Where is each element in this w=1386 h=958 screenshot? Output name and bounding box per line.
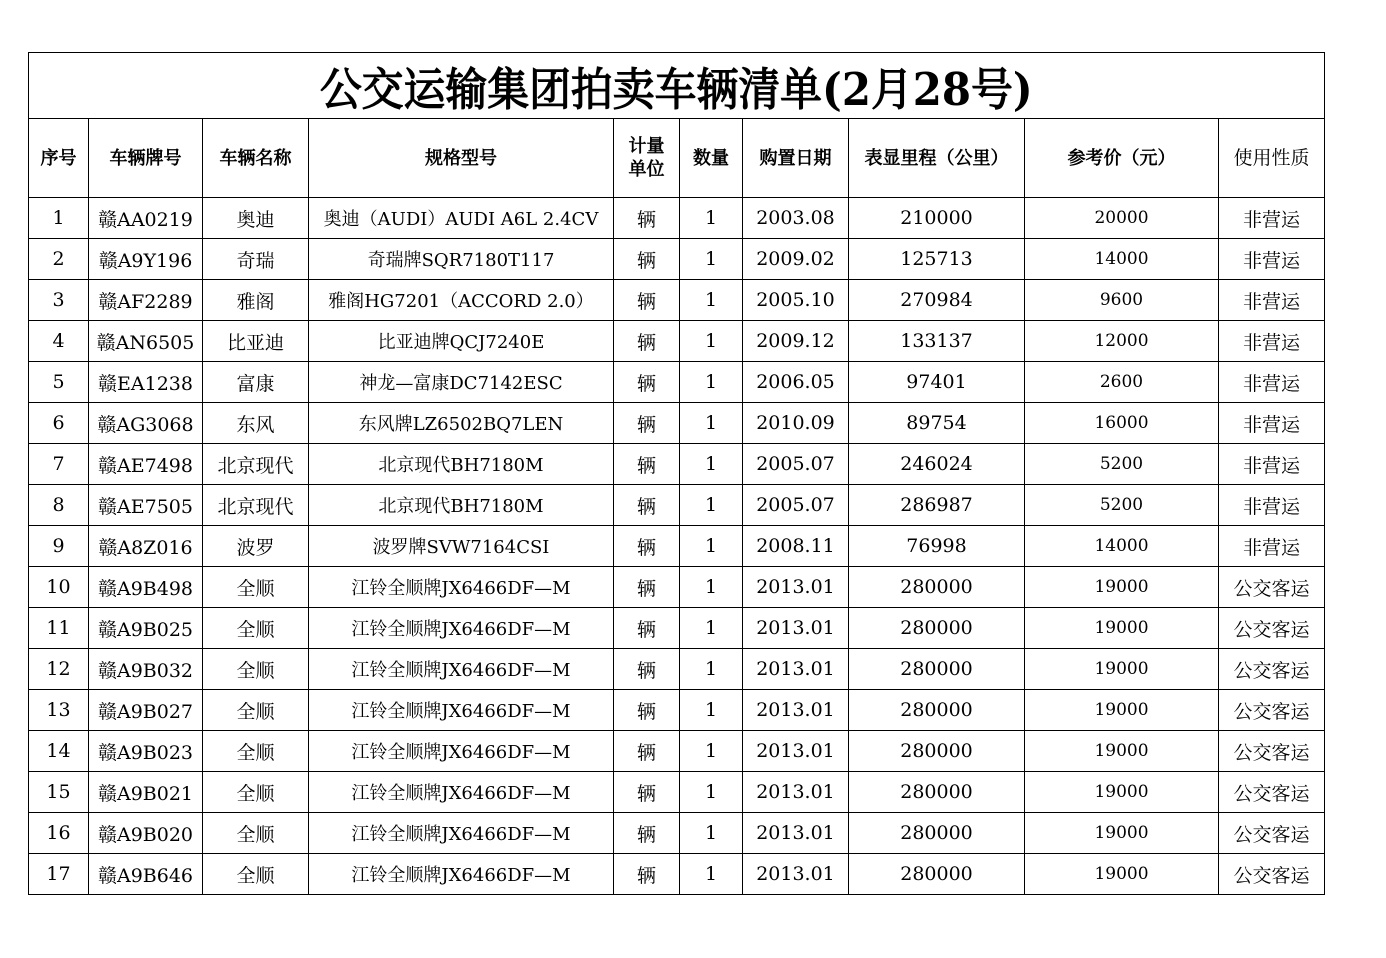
cell-plate: 赣AE7498 — [89, 444, 203, 485]
cell-plate: 赣A9B023 — [89, 731, 203, 772]
table-row — [29, 772, 1325, 813]
cell-purchase-date: 2003.08 — [743, 198, 849, 239]
cell-index: 8 — [29, 485, 89, 526]
cell-purchase-date: 2010.09 — [743, 403, 849, 444]
cell-unit: 辆 — [614, 239, 680, 280]
cell-plate: 赣A9B498 — [89, 567, 203, 608]
table-row — [29, 485, 1325, 526]
cell-reference-price: 19000 — [1025, 608, 1219, 649]
table-row — [29, 321, 1325, 362]
cell-vehicle-name: 全顺 — [203, 854, 309, 895]
document-title-cell — [29, 53, 1325, 119]
cell-index: 2 — [29, 239, 89, 280]
cell-vehicle-name: 全顺 — [203, 649, 309, 690]
cell-index: 7 — [29, 444, 89, 485]
cell-qty: 1 — [680, 854, 743, 895]
cell-vehicle-name: 全顺 — [203, 813, 309, 854]
cell-plate: 赣A9B020 — [89, 813, 203, 854]
cell-reference-price: 9600 — [1025, 280, 1219, 321]
header-index: 序号 — [29, 119, 89, 198]
cell-unit: 辆 — [614, 485, 680, 526]
table-body — [29, 198, 1325, 895]
table-row — [29, 731, 1325, 772]
cell-plate: 赣AA0219 — [89, 198, 203, 239]
cell-mileage: 270984 — [849, 280, 1025, 321]
header-usage: 使用性质 — [1219, 119, 1325, 198]
cell-qty: 1 — [680, 690, 743, 731]
header-unit-line1: 计量 — [628, 136, 665, 157]
cell-spec: 神龙—富康DC7142ESC — [309, 362, 614, 403]
cell-qty: 1 — [680, 198, 743, 239]
cell-index: 12 — [29, 649, 89, 690]
table-row — [29, 526, 1325, 567]
header-row — [29, 119, 1325, 198]
cell-reference-price: 2600 — [1025, 362, 1219, 403]
cell-spec: 奥迪（AUDI）AUDI A6L 2.4CV — [309, 198, 614, 239]
cell-spec: 江铃全顺牌JX6466DF—M — [309, 690, 614, 731]
cell-vehicle-name: 雅阁 — [203, 280, 309, 321]
cell-reference-price: 19000 — [1025, 813, 1219, 854]
cell-vehicle-name: 全顺 — [203, 567, 309, 608]
cell-purchase-date: 2005.07 — [743, 444, 849, 485]
header-qty: 数量 — [680, 119, 743, 198]
cell-unit: 辆 — [614, 526, 680, 567]
cell-index: 3 — [29, 280, 89, 321]
header-spec: 规格型号 — [309, 119, 614, 198]
cell-vehicle-name: 奥迪 — [203, 198, 309, 239]
cell-spec: 北京现代BH7180M — [309, 485, 614, 526]
cell-usage: 公交客运 — [1219, 813, 1325, 854]
cell-qty: 1 — [680, 321, 743, 362]
cell-spec: 东风牌LZ6502BQ7LEN — [309, 403, 614, 444]
cell-reference-price: 14000 — [1025, 239, 1219, 280]
cell-qty: 1 — [680, 280, 743, 321]
cell-unit: 辆 — [614, 854, 680, 895]
cell-plate: 赣EA1238 — [89, 362, 203, 403]
cell-index: 6 — [29, 403, 89, 444]
cell-spec: 比亚迪牌QCJ7240E — [309, 321, 614, 362]
cell-usage: 公交客运 — [1219, 854, 1325, 895]
cell-unit: 辆 — [614, 280, 680, 321]
table-row — [29, 239, 1325, 280]
table-row — [29, 608, 1325, 649]
table-row — [29, 362, 1325, 403]
cell-plate: 赣AF2289 — [89, 280, 203, 321]
cell-index: 5 — [29, 362, 89, 403]
table-row — [29, 854, 1325, 895]
cell-mileage: 280000 — [849, 608, 1025, 649]
cell-mileage: 133137 — [849, 321, 1025, 362]
cell-plate: 赣AE7505 — [89, 485, 203, 526]
cell-reference-price: 19000 — [1025, 772, 1219, 813]
cell-unit: 辆 — [614, 444, 680, 485]
cell-qty: 1 — [680, 239, 743, 280]
cell-purchase-date: 2006.05 — [743, 362, 849, 403]
header-name: 车辆名称 — [203, 119, 309, 198]
cell-qty: 1 — [680, 485, 743, 526]
cell-index: 15 — [29, 772, 89, 813]
cell-qty: 1 — [680, 567, 743, 608]
cell-qty: 1 — [680, 608, 743, 649]
cell-usage: 非营运 — [1219, 485, 1325, 526]
cell-purchase-date: 2008.11 — [743, 526, 849, 567]
cell-purchase-date: 2013.01 — [743, 690, 849, 731]
cell-plate: 赣A9B027 — [89, 690, 203, 731]
cell-reference-price: 19000 — [1025, 567, 1219, 608]
cell-qty: 1 — [680, 731, 743, 772]
cell-qty: 1 — [680, 526, 743, 567]
cell-reference-price: 19000 — [1025, 690, 1219, 731]
cell-usage: 公交客运 — [1219, 567, 1325, 608]
cell-purchase-date: 2013.01 — [743, 772, 849, 813]
cell-unit: 辆 — [614, 690, 680, 731]
cell-mileage: 280000 — [849, 690, 1025, 731]
table-row — [29, 567, 1325, 608]
cell-mileage: 286987 — [849, 485, 1025, 526]
cell-reference-price: 19000 — [1025, 649, 1219, 690]
cell-spec: 江铃全顺牌JX6466DF—M — [309, 731, 614, 772]
table-row — [29, 690, 1325, 731]
cell-mileage: 97401 — [849, 362, 1025, 403]
cell-index: 14 — [29, 731, 89, 772]
cell-unit: 辆 — [614, 321, 680, 362]
cell-vehicle-name: 波罗 — [203, 526, 309, 567]
cell-unit: 辆 — [614, 198, 680, 239]
cell-index: 11 — [29, 608, 89, 649]
cell-index: 17 — [29, 854, 89, 895]
header-unit-line2: 单位 — [628, 159, 665, 180]
cell-index: 13 — [29, 690, 89, 731]
cell-vehicle-name: 全顺 — [203, 772, 309, 813]
cell-usage: 公交客运 — [1219, 649, 1325, 690]
cell-spec: 江铃全顺牌JX6466DF—M — [309, 649, 614, 690]
cell-spec: 波罗牌SVW7164CSI — [309, 526, 614, 567]
cell-usage: 公交客运 — [1219, 608, 1325, 649]
vehicle-auction-table — [28, 52, 1325, 895]
cell-vehicle-name: 北京现代 — [203, 485, 309, 526]
table-row — [29, 649, 1325, 690]
cell-vehicle-name: 北京现代 — [203, 444, 309, 485]
table-row — [29, 444, 1325, 485]
cell-spec: 江铃全顺牌JX6466DF—M — [309, 772, 614, 813]
cell-vehicle-name: 比亚迪 — [203, 321, 309, 362]
cell-spec: 江铃全顺牌JX6466DF—M — [309, 854, 614, 895]
cell-plate: 赣A9B646 — [89, 854, 203, 895]
cell-qty: 1 — [680, 362, 743, 403]
cell-spec: 北京现代BH7180M — [309, 444, 614, 485]
cell-mileage: 280000 — [849, 772, 1025, 813]
table-row — [29, 280, 1325, 321]
cell-usage: 非营运 — [1219, 198, 1325, 239]
header-mileage: 表显里程（公里） — [849, 119, 1025, 198]
cell-plate: 赣A9B021 — [89, 772, 203, 813]
cell-purchase-date: 2013.01 — [743, 854, 849, 895]
header-plate: 车辆牌号 — [89, 119, 203, 198]
title-row — [29, 53, 1325, 119]
cell-usage: 公交客运 — [1219, 690, 1325, 731]
cell-purchase-date: 2009.12 — [743, 321, 849, 362]
cell-qty: 1 — [680, 813, 743, 854]
cell-mileage: 280000 — [849, 813, 1025, 854]
cell-mileage: 280000 — [849, 854, 1025, 895]
cell-mileage: 125713 — [849, 239, 1025, 280]
cell-unit: 辆 — [614, 608, 680, 649]
cell-reference-price: 14000 — [1025, 526, 1219, 567]
cell-vehicle-name: 全顺 — [203, 690, 309, 731]
cell-plate: 赣A9Y196 — [89, 239, 203, 280]
cell-mileage: 280000 — [849, 649, 1025, 690]
cell-purchase-date: 2009.02 — [743, 239, 849, 280]
cell-reference-price: 16000 — [1025, 403, 1219, 444]
cell-mileage: 89754 — [849, 403, 1025, 444]
cell-purchase-date: 2005.10 — [743, 280, 849, 321]
cell-unit: 辆 — [614, 567, 680, 608]
cell-spec: 奇瑞牌SQR7180T117 — [309, 239, 614, 280]
cell-unit: 辆 — [614, 813, 680, 854]
cell-purchase-date: 2013.01 — [743, 731, 849, 772]
cell-purchase-date: 2013.01 — [743, 567, 849, 608]
cell-usage: 非营运 — [1219, 280, 1325, 321]
cell-index: 1 — [29, 198, 89, 239]
cell-usage: 公交客运 — [1219, 731, 1325, 772]
cell-unit: 辆 — [614, 403, 680, 444]
cell-vehicle-name: 东风 — [203, 403, 309, 444]
cell-reference-price: 12000 — [1025, 321, 1219, 362]
header-price: 参考价（元） — [1025, 119, 1219, 198]
cell-unit: 辆 — [614, 731, 680, 772]
cell-purchase-date: 2013.01 — [743, 649, 849, 690]
cell-mileage: 246024 — [849, 444, 1025, 485]
cell-purchase-date: 2005.07 — [743, 485, 849, 526]
cell-vehicle-name: 全顺 — [203, 731, 309, 772]
cell-plate: 赣AN6505 — [89, 321, 203, 362]
cell-index: 4 — [29, 321, 89, 362]
cell-unit: 辆 — [614, 362, 680, 403]
cell-spec: 江铃全顺牌JX6466DF—M — [309, 567, 614, 608]
cell-qty: 1 — [680, 403, 743, 444]
cell-plate: 赣A9B032 — [89, 649, 203, 690]
cell-vehicle-name: 富康 — [203, 362, 309, 403]
cell-vehicle-name: 奇瑞 — [203, 239, 309, 280]
header-unit — [614, 119, 680, 198]
cell-index: 16 — [29, 813, 89, 854]
cell-usage: 非营运 — [1219, 239, 1325, 280]
cell-usage: 非营运 — [1219, 362, 1325, 403]
cell-usage: 非营运 — [1219, 526, 1325, 567]
cell-index: 9 — [29, 526, 89, 567]
table-row — [29, 403, 1325, 444]
cell-purchase-date: 2013.01 — [743, 813, 849, 854]
cell-usage: 非营运 — [1219, 444, 1325, 485]
document-title: 公交运输集团拍卖车辆清单(2月28号) — [320, 63, 1033, 116]
header-date: 购置日期 — [743, 119, 849, 198]
cell-reference-price: 19000 — [1025, 731, 1219, 772]
cell-spec: 雅阁HG7201（ACCORD 2.0） — [309, 280, 614, 321]
cell-usage: 非营运 — [1219, 403, 1325, 444]
cell-vehicle-name: 全顺 — [203, 608, 309, 649]
cell-mileage: 280000 — [849, 567, 1025, 608]
cell-purchase-date: 2013.01 — [743, 608, 849, 649]
cell-reference-price: 5200 — [1025, 485, 1219, 526]
cell-index: 10 — [29, 567, 89, 608]
cell-usage: 公交客运 — [1219, 772, 1325, 813]
cell-reference-price: 5200 — [1025, 444, 1219, 485]
cell-unit: 辆 — [614, 772, 680, 813]
cell-plate: 赣A8Z016 — [89, 526, 203, 567]
cell-plate: 赣A9B025 — [89, 608, 203, 649]
table-row — [29, 813, 1325, 854]
cell-usage: 非营运 — [1219, 321, 1325, 362]
cell-plate: 赣AG3068 — [89, 403, 203, 444]
cell-mileage: 280000 — [849, 731, 1025, 772]
cell-qty: 1 — [680, 444, 743, 485]
table-row — [29, 198, 1325, 239]
cell-qty: 1 — [680, 649, 743, 690]
cell-reference-price: 20000 — [1025, 198, 1219, 239]
cell-reference-price: 19000 — [1025, 854, 1219, 895]
cell-qty: 1 — [680, 772, 743, 813]
cell-spec: 江铃全顺牌JX6466DF—M — [309, 608, 614, 649]
cell-mileage: 76998 — [849, 526, 1025, 567]
cell-unit: 辆 — [614, 649, 680, 690]
cell-spec: 江铃全顺牌JX6466DF—M — [309, 813, 614, 854]
cell-mileage: 210000 — [849, 198, 1025, 239]
